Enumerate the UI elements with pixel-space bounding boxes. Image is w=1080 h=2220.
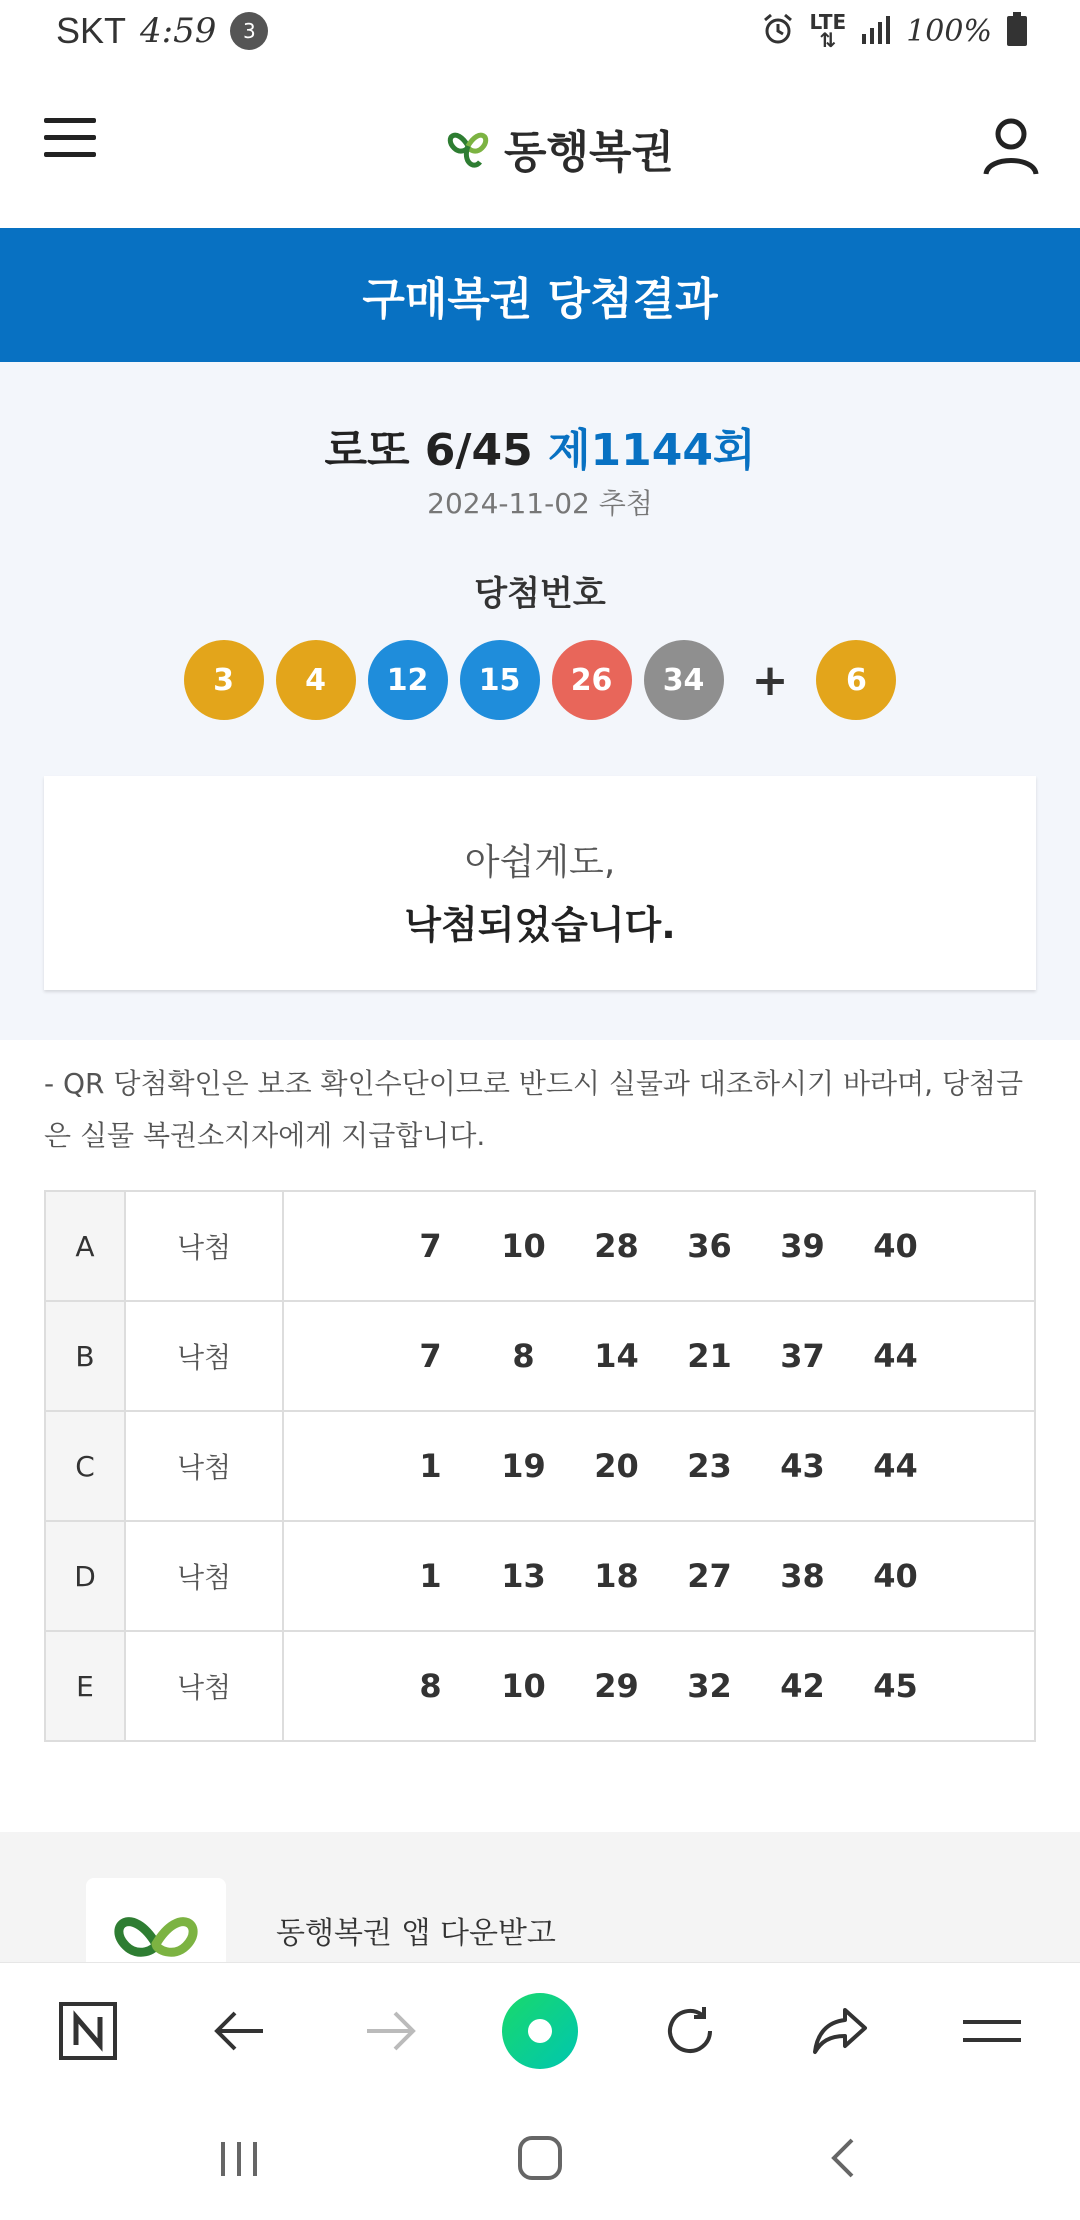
- round-number: 제1144회: [548, 425, 756, 476]
- home-icon[interactable]: [505, 2128, 575, 2188]
- game-letter: C: [45, 1411, 125, 1521]
- ticket-number: 44: [873, 1337, 918, 1375]
- table-row: [45, 1521, 1035, 1631]
- naver-n-icon[interactable]: [48, 1991, 128, 2071]
- game-result: 낙첨: [125, 1521, 283, 1631]
- ticket-number: 36: [687, 1227, 732, 1265]
- refresh-icon[interactable]: [650, 1991, 730, 2071]
- result-message-line1: 아쉽게도,: [464, 842, 616, 883]
- ticket-number: 7: [419, 1337, 442, 1375]
- ticket-number: 13: [501, 1557, 546, 1595]
- ticket-number: 42: [780, 1667, 825, 1705]
- ticket-number: 38: [780, 1557, 825, 1595]
- game-numbers: [283, 1191, 1035, 1301]
- ticket-games-table: [44, 1190, 1036, 1742]
- share-icon[interactable]: [800, 1991, 880, 2071]
- back-arrow-icon[interactable]: [200, 1991, 280, 2071]
- clover-logo-icon: [442, 120, 494, 176]
- draw-result-section: [0, 362, 1080, 1040]
- battery-percent: 100%: [906, 13, 992, 49]
- ticket-number: 8: [512, 1337, 535, 1375]
- green-home-icon[interactable]: [500, 1991, 580, 2071]
- result-message-line2: 낙첨되었습니다.: [404, 903, 676, 947]
- table-row: [45, 1301, 1035, 1411]
- ticket-number: 32: [687, 1667, 732, 1705]
- menu-icon[interactable]: [952, 1991, 1032, 2071]
- ticket-number: 40: [873, 1557, 918, 1595]
- ticket-number: 27: [687, 1557, 732, 1595]
- hamburger-menu-icon[interactable]: [42, 114, 98, 162]
- alarm-icon: [761, 12, 795, 50]
- game-letter: B: [45, 1301, 125, 1411]
- game-numbers: [283, 1301, 1035, 1411]
- ticket-number: 23: [687, 1447, 732, 1485]
- ticket-number: 40: [873, 1227, 918, 1265]
- round-heading: [0, 414, 1080, 478]
- promo-line1: 동행복권 앱 다운받고: [276, 1916, 556, 1951]
- ticket-number: 28: [594, 1227, 639, 1265]
- ticket-number: 21: [687, 1337, 732, 1375]
- site-logo[interactable]: [442, 116, 674, 180]
- game-result: 낙첨: [125, 1191, 283, 1301]
- game-numbers: [283, 1521, 1035, 1631]
- qr-notice-text: - QR 당첨확인은 보조 확인수단이므로 반드시 실물과 대조하시기 바라며, 당첨금은 실물 복권소지자에게 지급합니다.: [44, 1067, 1024, 1152]
- winning-ball: 12: [368, 640, 448, 720]
- notification-badge: 3: [230, 12, 268, 50]
- ticket-number: 8: [419, 1667, 442, 1705]
- bonus-ball: 6: [816, 640, 896, 720]
- ticket-number: 44: [873, 1447, 918, 1485]
- game-numbers: [283, 1631, 1035, 1741]
- winning-ball: 4: [276, 640, 356, 720]
- ticket-number: 14: [594, 1337, 639, 1375]
- ticket-number: 19: [501, 1447, 546, 1485]
- site-header: [0, 64, 1080, 228]
- status-bar: [0, 0, 1080, 64]
- game-name: 로또 6/45: [324, 425, 533, 476]
- ticket-number: 10: [501, 1227, 546, 1265]
- game-numbers: [283, 1411, 1035, 1521]
- page-title: 구매복권 당첨결과: [362, 274, 718, 325]
- ticket-number: 45: [873, 1667, 918, 1705]
- game-letter: D: [45, 1521, 125, 1631]
- system-back-icon[interactable]: [808, 2128, 878, 2188]
- carrier-name: SKT: [56, 10, 127, 51]
- game-result: 낙첨: [125, 1411, 283, 1521]
- plus-sign: +: [751, 654, 789, 706]
- ticket-number: 39: [780, 1227, 825, 1265]
- ticket-number: 37: [780, 1337, 825, 1375]
- ticket-number: 20: [594, 1447, 639, 1485]
- ticket-number: 7: [419, 1227, 442, 1265]
- game-result: 낙첨: [125, 1631, 283, 1741]
- winning-ball: 26: [552, 640, 632, 720]
- table-row: [45, 1411, 1035, 1521]
- page-title-bar: [0, 228, 1080, 362]
- result-message-card: [44, 776, 1036, 990]
- table-row: [45, 1191, 1035, 1301]
- logo-text: 동행복권: [504, 127, 675, 178]
- recent-apps-icon[interactable]: [204, 2128, 274, 2188]
- user-account-icon[interactable]: [980, 114, 1042, 176]
- ticket-number: 29: [594, 1667, 639, 1705]
- table-row: [45, 1631, 1035, 1741]
- winning-ball: 15: [460, 640, 540, 720]
- ticket-number: 43: [780, 1447, 825, 1485]
- clock: 4:59: [140, 11, 217, 51]
- ticket-number: 1: [419, 1557, 442, 1595]
- app-download-banner[interactable]: [0, 1832, 1080, 1962]
- ticket-number: 18: [594, 1557, 639, 1595]
- draw-date: 2024-11-02 추첨: [427, 487, 653, 520]
- winning-ball: 34: [644, 640, 724, 720]
- winning-numbers-label: 당첨번호: [474, 574, 606, 614]
- game-letter: A: [45, 1191, 125, 1301]
- battery-icon: [1006, 12, 1028, 50]
- game-result: 낙첨: [125, 1301, 283, 1411]
- forward-arrow-icon[interactable]: [350, 1991, 430, 2071]
- ticket-number: 10: [501, 1667, 546, 1705]
- winning-ball: 3: [184, 640, 264, 720]
- network-type: LTE ⇅: [809, 10, 847, 52]
- browser-toolbar: [0, 1962, 1080, 2099]
- signal-icon: [860, 14, 892, 48]
- game-letter: E: [45, 1631, 125, 1741]
- winning-numbers: [0, 640, 1080, 720]
- ticket-number: 1: [419, 1447, 442, 1485]
- system-navigation-bar: [0, 2098, 1080, 2220]
